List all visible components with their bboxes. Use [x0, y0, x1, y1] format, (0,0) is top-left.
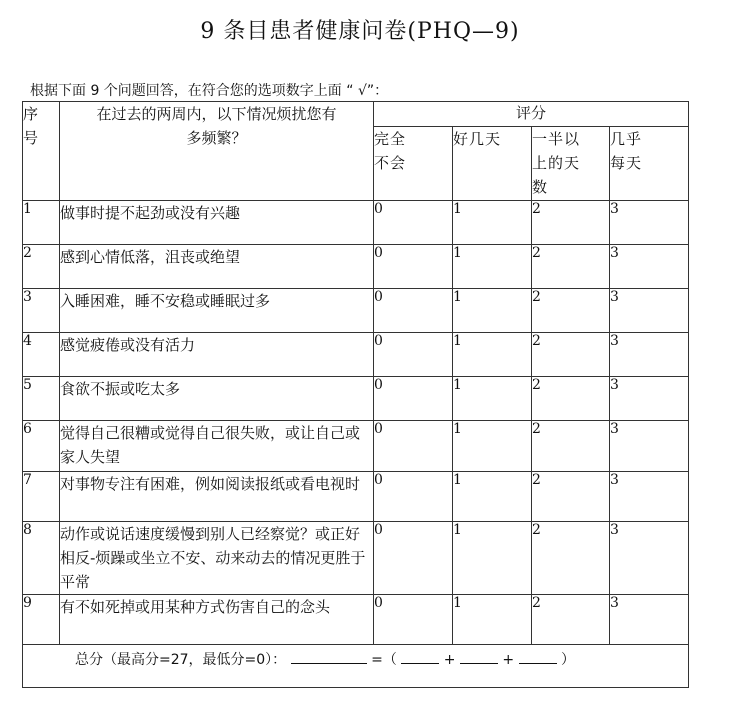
row-question: 做事时提不起劲或没有兴趣 — [60, 201, 374, 245]
score-option-0[interactable]: 0 — [374, 377, 453, 421]
instruction-text: 根据下面 9 个问题回答，在符合您的选项数字上面 “ √”： — [30, 83, 389, 99]
total-blank[interactable] — [291, 649, 367, 664]
score-option-0[interactable]: 0 — [374, 472, 453, 522]
row-number: 2 — [23, 245, 60, 289]
table-row — [23, 472, 689, 522]
score-option-2[interactable]: 2 — [532, 245, 610, 289]
option-header-0: 完全不会 — [374, 127, 453, 201]
table-row — [23, 522, 689, 595]
row-number: 1 — [23, 201, 60, 245]
option-header-3: 几乎每天 — [610, 127, 689, 201]
row-number: 6 — [23, 421, 60, 472]
plus-sign: + — [502, 652, 515, 668]
option-header-2: 一半以上的天数 — [532, 127, 610, 201]
score-option-2[interactable]: 2 — [532, 472, 610, 522]
table-row — [23, 377, 689, 421]
score-option-3[interactable]: 3 — [610, 595, 689, 645]
score-option-2[interactable]: 2 — [532, 522, 610, 595]
score-option-2[interactable]: 2 — [532, 289, 610, 333]
row-number: 4 — [23, 333, 60, 377]
row-question: 对事物专注有困难，例如阅读报纸或看电视时 — [60, 472, 374, 522]
score-option-3[interactable]: 3 — [610, 333, 689, 377]
page-title: 9 条目患者健康问卷(PHQ—9) — [200, 19, 520, 44]
row-question: 感觉疲倦或没有活力 — [60, 333, 374, 377]
plus-sign: + — [443, 652, 456, 668]
header-number: 序号 — [23, 102, 60, 201]
row-question: 有不如死掉或用某种方式伤害自己的念头 — [60, 595, 374, 645]
total-eq: =（ — [371, 652, 397, 668]
total-close: ） — [561, 652, 576, 668]
row-number: 3 — [23, 289, 60, 333]
score-option-0[interactable]: 0 — [374, 595, 453, 645]
row-question: 动作或说话速度缓慢到别人已经察觉？或正好相反-烦躁或坐立不安、动来动去的情况更胜于平常 — [60, 522, 374, 595]
row-question: 感到心情低落，沮丧或绝望 — [60, 245, 374, 289]
row-question: 入睡困难，睡不安稳或睡眠过多 — [60, 289, 374, 333]
header-question: 在过去的两周内，以下情况烦扰您有多频繁？ — [60, 102, 374, 201]
score-option-3[interactable]: 3 — [610, 472, 689, 522]
table-row — [23, 289, 689, 333]
score-option-2[interactable]: 2 — [532, 201, 610, 245]
score-option-1[interactable]: 1 — [453, 333, 532, 377]
score-option-1[interactable]: 1 — [453, 421, 532, 472]
table-row — [23, 201, 689, 245]
row-question: 食欲不振或吃太多 — [60, 377, 374, 421]
score-option-2[interactable]: 2 — [532, 377, 610, 421]
score-option-0[interactable]: 0 — [374, 245, 453, 289]
score-option-1[interactable]: 1 — [453, 522, 532, 595]
table-row — [23, 245, 689, 289]
score-option-1[interactable]: 1 — [453, 472, 532, 522]
header-score: 评分 — [374, 102, 689, 127]
score-option-2[interactable]: 2 — [532, 333, 610, 377]
score-option-0[interactable]: 0 — [374, 201, 453, 245]
row-question: 觉得自己很糟或觉得自己很失败，或让自己或家人失望 — [60, 421, 374, 472]
score-option-3[interactable]: 3 — [610, 245, 689, 289]
option-header-1: 好几天 — [453, 127, 532, 201]
table-row — [23, 333, 689, 377]
score-option-1[interactable]: 1 — [453, 377, 532, 421]
total-score-row — [23, 645, 689, 688]
score-option-3[interactable]: 3 — [610, 522, 689, 595]
score-option-1[interactable]: 1 — [453, 245, 532, 289]
score-option-0[interactable]: 0 — [374, 421, 453, 472]
score-option-0[interactable]: 0 — [374, 289, 453, 333]
sum-blank-1[interactable] — [401, 649, 439, 664]
row-number: 8 — [23, 522, 60, 595]
row-number: 9 — [23, 595, 60, 645]
score-option-0[interactable]: 0 — [374, 333, 453, 377]
score-option-3[interactable]: 3 — [610, 289, 689, 333]
score-option-3[interactable]: 3 — [610, 201, 689, 245]
table-row — [23, 421, 689, 472]
score-option-1[interactable]: 1 — [453, 289, 532, 333]
score-option-3[interactable]: 3 — [610, 377, 689, 421]
sum-blank-2[interactable] — [460, 649, 498, 664]
score-option-3[interactable]: 3 — [610, 421, 689, 472]
score-option-0[interactable]: 0 — [374, 522, 453, 595]
score-option-1[interactable]: 1 — [453, 201, 532, 245]
total-label: 总分（最高分=27，最低分=0）： — [75, 652, 287, 668]
row-number: 5 — [23, 377, 60, 421]
score-option-2[interactable]: 2 — [532, 595, 610, 645]
sum-blank-3[interactable] — [519, 649, 557, 664]
table-row — [23, 595, 689, 645]
score-option-2[interactable]: 2 — [532, 421, 610, 472]
phq9-table — [22, 101, 689, 688]
score-option-1[interactable]: 1 — [453, 595, 532, 645]
row-number: 7 — [23, 472, 60, 522]
